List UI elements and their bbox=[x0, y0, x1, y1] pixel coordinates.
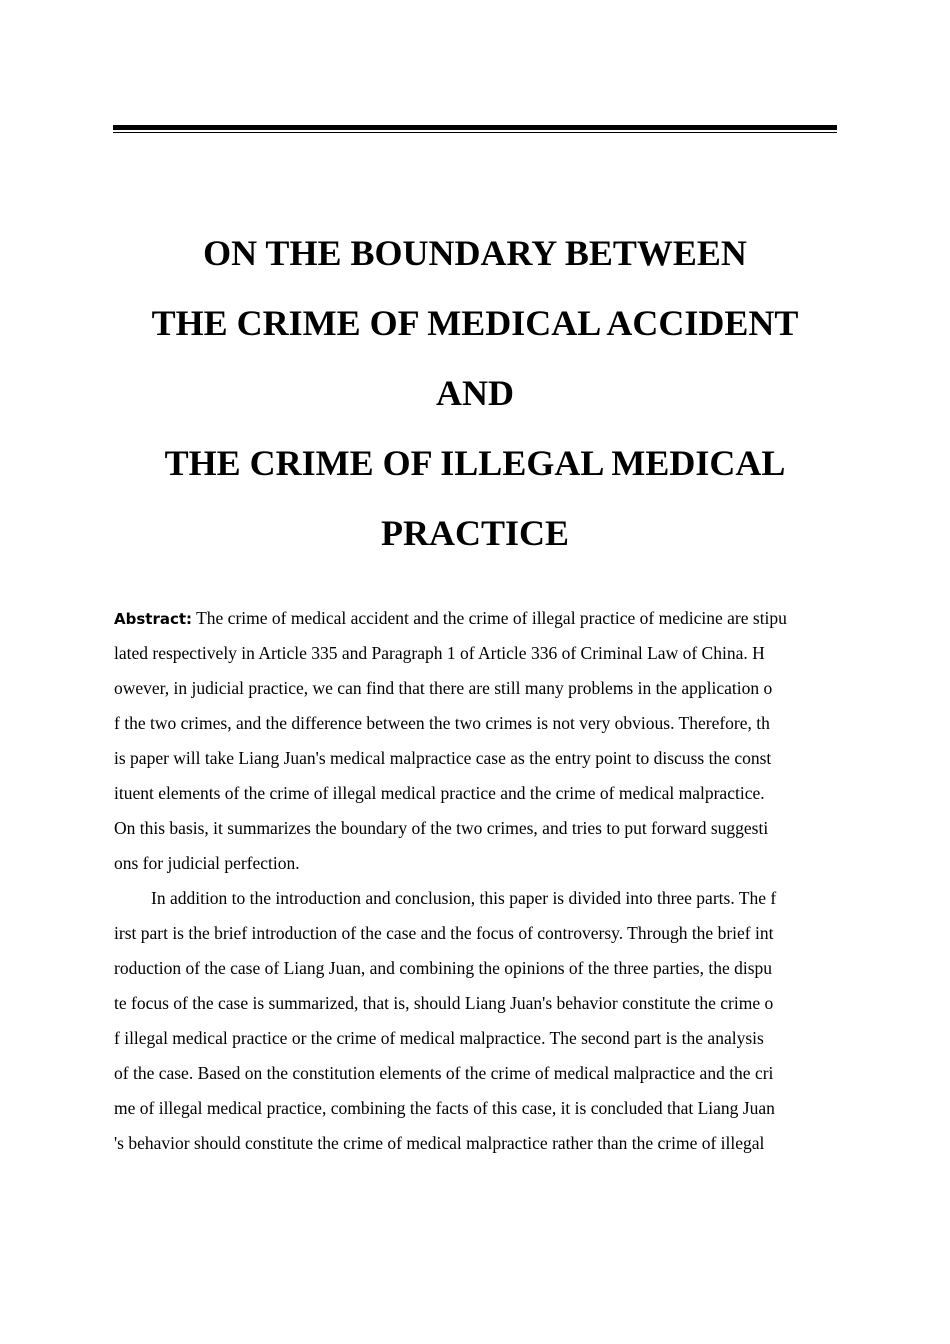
title-line: ON THE BOUNDARY BETWEEN bbox=[203, 233, 747, 273]
text-line: 's behavior should constitute the crime of medical malpractice rather than the crime of illegal bbox=[114, 1133, 765, 1153]
text-line bbox=[114, 601, 837, 636]
text-line: me of illegal medical practice, combining the facts of this case, it is concluded that Liang Juan bbox=[114, 1098, 775, 1118]
title-line: THE CRIME OF ILLEGAL MEDICAL bbox=[164, 443, 786, 483]
text-line: roduction of the case of Liang Juan, and combining the opinions of the three parties, the dispu bbox=[114, 958, 773, 978]
text-line: is paper will take Liang Juan's medical malpractice case as the entry point to discuss the const bbox=[114, 748, 772, 768]
header-rule-thick bbox=[113, 125, 837, 130]
body-paragraph bbox=[114, 881, 837, 1161]
text-line: On this basis, it summarizes the boundary of the two crimes, and tries to put forward suggesti bbox=[114, 818, 769, 838]
text-line: te focus of the case is summarized, that is, should Liang Juan's behavior constitute the crime o bbox=[114, 993, 774, 1013]
text-line: ituent elements of the crime of illegal medical practice and the crime of medical malpractice. bbox=[114, 783, 765, 803]
title-line: AND bbox=[436, 373, 514, 413]
title-line: PRACTICE bbox=[380, 513, 569, 553]
page-title bbox=[80, 218, 870, 568]
title-line: THE CRIME OF MEDICAL ACCIDENT bbox=[151, 303, 799, 343]
header-rule-thin bbox=[113, 132, 837, 134]
document-body bbox=[114, 601, 837, 1161]
text-line: of the case. Based on the constitution elements of the crime of medical malpractice and the cri bbox=[114, 1063, 774, 1083]
abstract-label: Abstract: bbox=[114, 610, 193, 628]
text-line: ons for judicial perfection. bbox=[114, 853, 300, 873]
text-line: irst part is the brief introduction of the case and the focus of controversy. Through the brief int bbox=[114, 923, 774, 943]
abstract-first-line: The crime of medical accident and the crime of illegal practice of medicine are stipu bbox=[192, 608, 787, 628]
text-line: owever, in judicial practice, we can find that there are still many problems in the application o bbox=[114, 678, 773, 698]
text-line: f the two crimes, and the difference between the two crimes is not very obvious. Therefore, th bbox=[114, 713, 770, 733]
abstract-paragraph bbox=[114, 601, 837, 881]
text-line: f illegal medical practice or the crime of medical malpractice. The second part is the analysis bbox=[114, 1028, 764, 1048]
text-line: In addition to the introduction and conclusion, this paper is divided into three parts. The f bbox=[151, 888, 777, 908]
text-line: lated respectively in Article 335 and Paragraph 1 of Article 336 of Criminal Law of China. H bbox=[114, 643, 765, 663]
